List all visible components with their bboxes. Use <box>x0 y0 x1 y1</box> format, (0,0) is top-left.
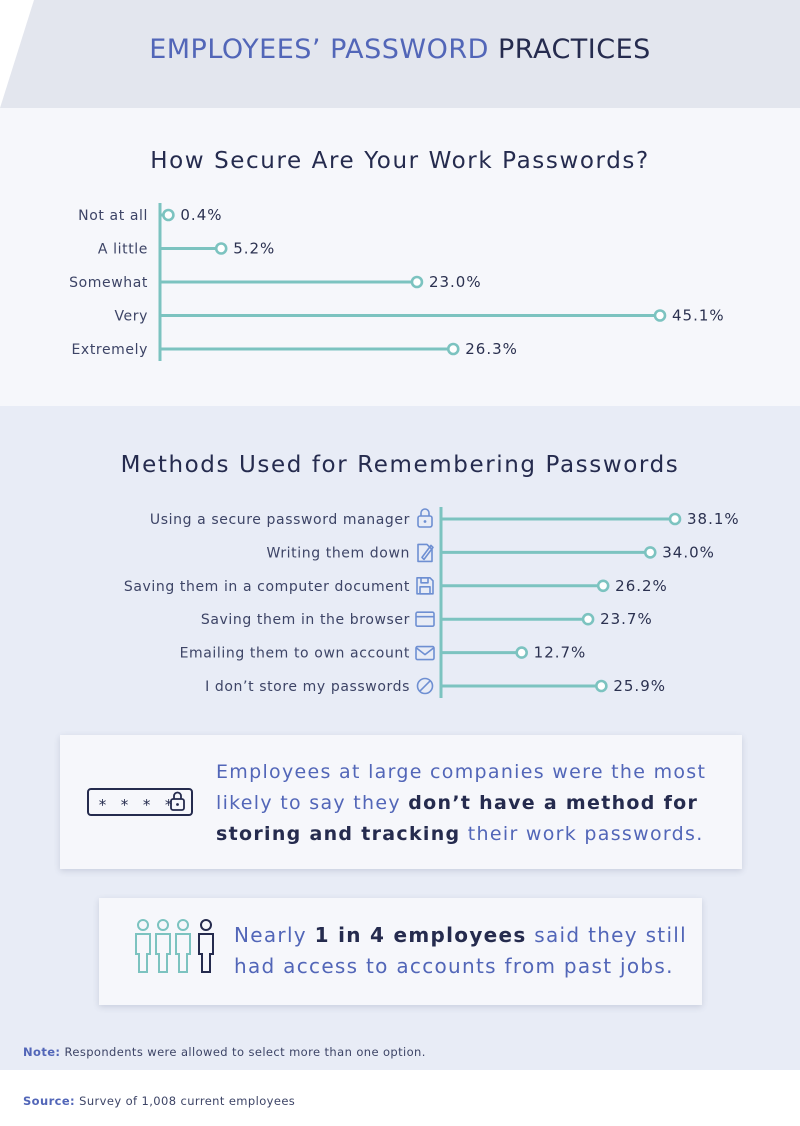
bar-end-marker <box>517 648 527 658</box>
large-companies-text <box>216 757 726 850</box>
callout1-part2: their work passwords. <box>460 823 704 845</box>
category-label: Writing them down <box>266 545 410 562</box>
category-label: Somewhat <box>69 275 148 291</box>
bar-end-marker <box>163 210 173 220</box>
value-label: 38.1% <box>687 510 740 528</box>
value-label: 25.9% <box>613 677 667 695</box>
note-text: Respondents were allowed to select more than one option. <box>60 1045 426 1059</box>
lock-icon <box>418 509 432 527</box>
footer-note <box>23 1045 426 1059</box>
source-text: Survey of 1,008 current employees <box>75 1094 296 1108</box>
category-label: Very <box>114 308 148 325</box>
page-title <box>0 34 800 65</box>
value-label: 45.1% <box>672 306 725 325</box>
bar-end-marker <box>216 244 226 254</box>
footer-source-bar <box>0 1070 800 1126</box>
callout1-part1: Employees at large companies were the most likely to say they <box>216 761 707 814</box>
security-chart <box>0 190 800 380</box>
bar-end-marker <box>655 311 665 321</box>
envelope-icon <box>416 647 434 660</box>
bar-end-marker <box>670 514 680 524</box>
page-title-highlight: EMPLOYEES’ PASSWORD <box>149 34 489 65</box>
source-label: Source: <box>23 1094 76 1108</box>
password-lock-icon <box>87 788 195 818</box>
value-label: 34.0% <box>662 543 715 562</box>
page-title-rest: PRACTICES <box>498 34 651 65</box>
category-label: Extremely <box>71 342 148 358</box>
value-label: 26.2% <box>615 576 668 595</box>
category-label: A little <box>97 241 148 258</box>
bar-end-marker <box>598 581 608 591</box>
past-jobs-text <box>234 920 694 982</box>
bar-end-marker <box>412 277 422 287</box>
value-label: 23.7% <box>600 610 653 629</box>
footer-source <box>23 1094 295 1108</box>
bar-end-marker <box>583 614 593 624</box>
people-icon <box>133 918 223 976</box>
chart2-title: Methods Used for Remembering Passwords <box>120 452 680 478</box>
no-sign-icon <box>418 679 433 694</box>
callout1-bold: don’t have a method for storing and tracking <box>216 792 699 845</box>
chart1-title: How Secure Are Your Work Passwords? <box>150 148 650 174</box>
past-jobs-callout <box>99 898 702 1005</box>
category-label: I don’t store my passwords <box>205 679 410 695</box>
bar-end-marker <box>596 681 606 691</box>
bar-end-marker <box>448 344 458 354</box>
category-label: Saving them in the browser <box>200 612 410 629</box>
value-label: 12.7% <box>533 643 587 662</box>
methods-chart <box>0 500 800 705</box>
callout2-bold: 1 in 4 employees <box>314 923 527 947</box>
category-label: Using a secure password manager <box>149 512 410 528</box>
bar-end-marker <box>645 547 655 557</box>
floppy-disk-icon <box>417 578 433 594</box>
large-companies-callout <box>60 735 742 869</box>
category-label: Emailing them to own account <box>179 645 410 662</box>
value-label: 5.2% <box>233 239 276 258</box>
value-label: 23.0% <box>428 273 482 291</box>
header-banner <box>0 0 800 108</box>
masked-password-text: * * * * <box>98 796 176 814</box>
callout2-part2: said they still had access to accounts from past jobs. <box>234 923 688 978</box>
value-label: 26.3% <box>465 340 518 358</box>
category-label: Not at all <box>78 208 148 224</box>
browser-window-icon <box>416 612 434 626</box>
callout2-part1: Nearly <box>234 923 315 947</box>
pencil-note-icon <box>418 544 433 561</box>
category-label: Saving them in a computer document <box>123 578 410 595</box>
note-label: Note: <box>23 1045 61 1059</box>
value-label: 0.4% <box>180 206 223 224</box>
